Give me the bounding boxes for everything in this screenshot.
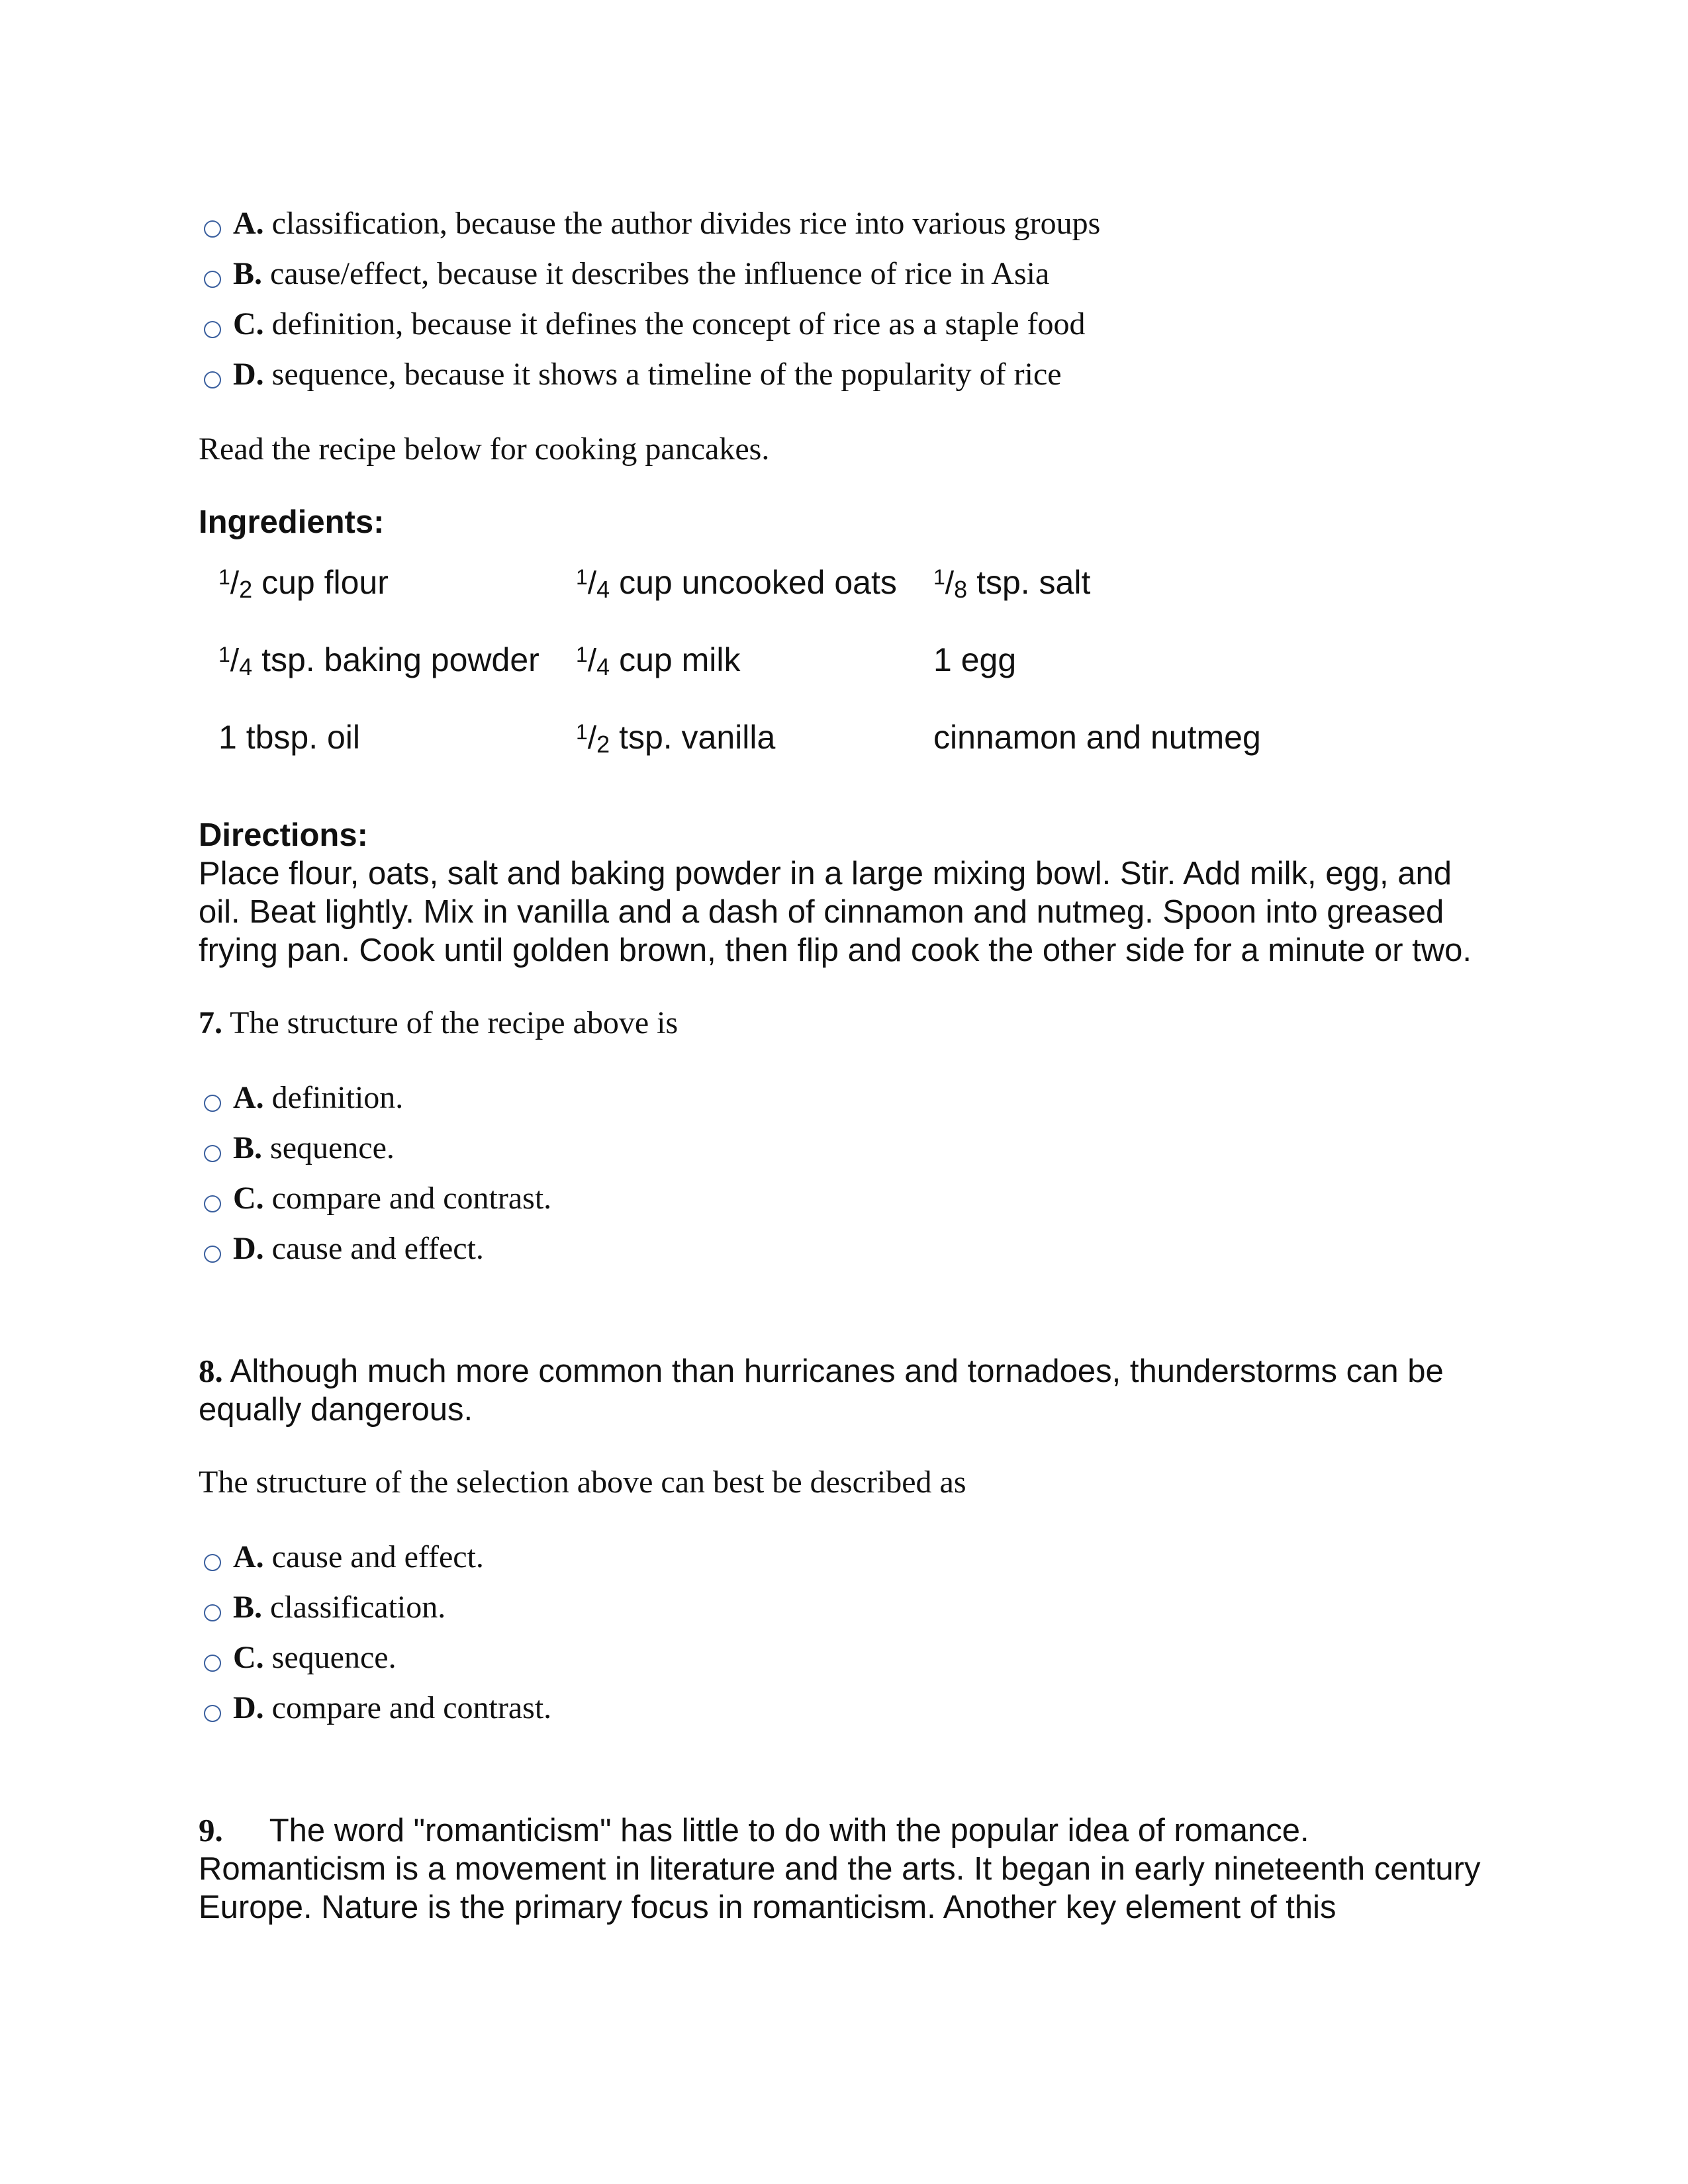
option-letter: C. bbox=[233, 1181, 264, 1216]
q8-option-c[interactable] bbox=[199, 1633, 1496, 1683]
option-letter: A. bbox=[233, 206, 264, 241]
option-text: sequence. bbox=[271, 1640, 397, 1675]
option-letter: C. bbox=[233, 1640, 264, 1675]
ingredients-heading: Ingredients: bbox=[199, 504, 385, 540]
q6-option-d[interactable] bbox=[199, 349, 1496, 400]
radio-button-icon[interactable] bbox=[204, 321, 221, 338]
radio-button-icon[interactable] bbox=[204, 1246, 221, 1263]
radio-button-icon[interactable] bbox=[204, 371, 221, 388]
q7-option-a[interactable] bbox=[199, 1073, 1496, 1123]
q6-option-a[interactable] bbox=[199, 199, 1496, 249]
recipe-intro: Read the recipe below for cooking pancakes. bbox=[199, 432, 770, 467]
question-number: 7. bbox=[199, 1005, 222, 1040]
option-text: sequence. bbox=[270, 1130, 395, 1165]
q8-option-a[interactable] bbox=[199, 1532, 1496, 1582]
question-number: 9. bbox=[199, 1812, 223, 1848]
option-letter: D. bbox=[233, 357, 264, 392]
radio-button-icon[interactable] bbox=[204, 220, 221, 238]
question-number: 8. bbox=[199, 1353, 223, 1389]
option-letter: A. bbox=[233, 1080, 264, 1115]
radio-button-icon[interactable] bbox=[204, 1554, 221, 1571]
option-letter: B. bbox=[233, 1130, 263, 1165]
q7-option-b[interactable] bbox=[199, 1123, 1496, 1173]
passage-text: The word "romanticism" has little to do with the popular idea of romance. Romanticism is a movement in literature and the arts. It began in early nineteenth century Europe. Nature is the primary focus in romanticism. Another key element of this bbox=[199, 1813, 1481, 1925]
q7-prompt bbox=[199, 1004, 1496, 1042]
option-letter: B. bbox=[233, 256, 263, 291]
q8-option-b[interactable] bbox=[199, 1582, 1496, 1633]
q7-option-c[interactable] bbox=[199, 1173, 1496, 1224]
radio-button-icon[interactable] bbox=[204, 1655, 221, 1672]
q8-passage bbox=[199, 1352, 1496, 1429]
option-text: cause and effect. bbox=[271, 1231, 484, 1266]
ingredient-item: $^1/_4$ cup uncooked oats bbox=[576, 564, 897, 603]
option-text: classification. bbox=[270, 1590, 446, 1625]
question-text: The structure of the recipe above is bbox=[230, 1005, 679, 1040]
q8-option-d[interactable] bbox=[199, 1683, 1496, 1733]
ingredients-table bbox=[218, 564, 1496, 759]
worksheet-page bbox=[199, 199, 1496, 1927]
q8-options bbox=[199, 1532, 1496, 1733]
directions-heading: Directions: bbox=[199, 817, 368, 853]
q7-options bbox=[199, 1073, 1496, 1274]
radio-button-icon[interactable] bbox=[204, 1195, 221, 1212]
ingredient-item: $^1/_4$ cup milk bbox=[576, 641, 741, 680]
option-text: definition. bbox=[271, 1080, 404, 1115]
q6-options bbox=[199, 199, 1496, 400]
radio-button-icon[interactable] bbox=[204, 271, 221, 288]
ingredient-item: $^1/_2$ tsp. vanilla bbox=[576, 719, 776, 758]
option-letter: B. bbox=[233, 1590, 263, 1625]
radio-button-icon[interactable] bbox=[204, 1095, 221, 1112]
option-text: cause/effect, because it describes the influence of rice in Asia bbox=[270, 256, 1050, 291]
ingredient-item: 1 tbsp. oil bbox=[218, 719, 361, 756]
option-letter: A. bbox=[233, 1539, 264, 1574]
q7-option-d[interactable] bbox=[199, 1224, 1496, 1274]
option-text: sequence, because it shows a timeline of the popularity of rice bbox=[271, 357, 1062, 392]
q6-option-c[interactable] bbox=[199, 299, 1496, 349]
directions-text: Place flour, oats, salt and baking powder in a large mixing bowl. Stir. Add milk, egg, and oil. Beat lightly. Mix in vanilla and a dash of cinnamon and nutmeg. Spoon into greased frying pan. Cook until golden brown, then flip and cook the other side for a minute or two. bbox=[199, 856, 1472, 968]
option-text: cause and effect. bbox=[271, 1539, 484, 1574]
ingredient-item: $^1/_2$ cup flour bbox=[218, 564, 389, 603]
radio-button-icon[interactable] bbox=[204, 1705, 221, 1722]
option-text: definition, because it defines the concept of rice as a staple food bbox=[271, 306, 1086, 341]
option-letter: C. bbox=[233, 306, 264, 341]
q6-option-b[interactable] bbox=[199, 249, 1496, 299]
ingredient-item: $^1/_4$ tsp. baking powder bbox=[218, 641, 539, 680]
ingredient-item: $^1/_8$ tsp. salt bbox=[933, 564, 1091, 603]
radio-button-icon[interactable] bbox=[204, 1145, 221, 1162]
option-text: compare and contrast. bbox=[271, 1690, 552, 1725]
passage-text: Although much more common than hurricanes and tornadoes, thunderstorms can be equally dangerous. bbox=[199, 1353, 1444, 1428]
option-letter: D. bbox=[233, 1690, 264, 1725]
option-letter: D. bbox=[233, 1231, 264, 1266]
ingredient-item: 1 egg bbox=[933, 641, 1017, 678]
q8-prompt: The structure of the selection above can best be described as bbox=[199, 1465, 966, 1500]
ingredient-item: cinnamon and nutmeg bbox=[933, 719, 1261, 756]
option-text: classification, because the author divides rice into various groups bbox=[271, 206, 1101, 241]
radio-button-icon[interactable] bbox=[204, 1604, 221, 1621]
q9-passage bbox=[199, 1811, 1496, 1927]
option-text: compare and contrast. bbox=[271, 1181, 552, 1216]
